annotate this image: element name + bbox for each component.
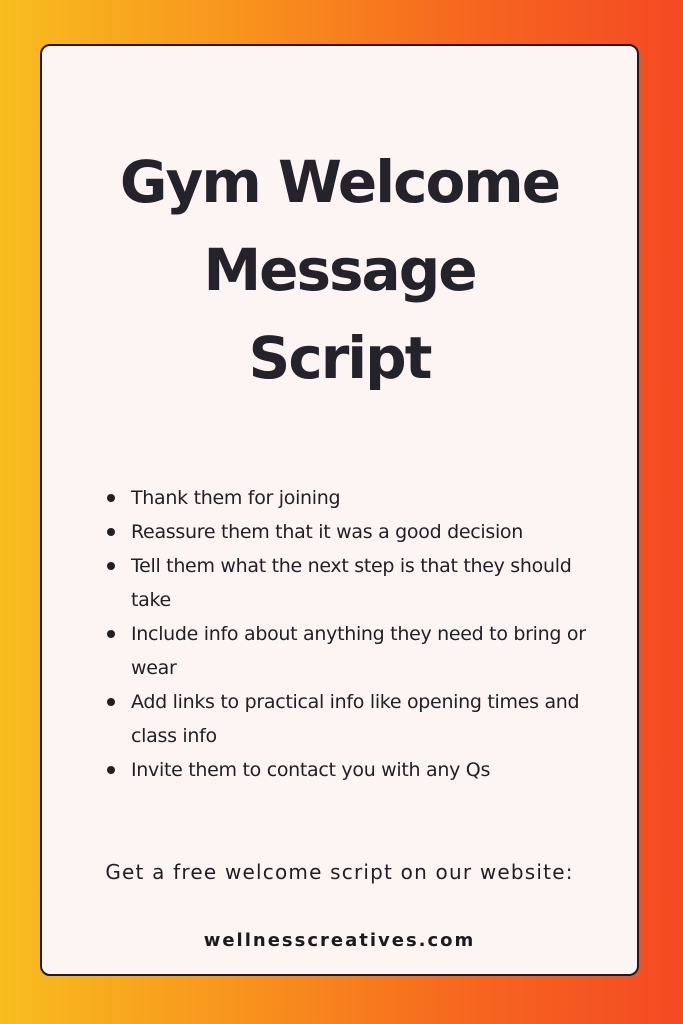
list-item: Include info about anything they need to bring or wear [102,617,592,685]
list-item: Thank them for joining [102,481,592,515]
tips-list [102,481,592,787]
list-item: Reassure them that it was a good decision [102,515,592,549]
title-line-1: Gym Welcome [119,148,560,216]
title-line-3: Script [248,324,431,392]
website-link[interactable]: wellnesscreatives.com [203,930,476,951]
content-card [40,44,639,976]
page-title [42,138,637,402]
list-item: Tell them what the next step is that they should take [102,549,592,617]
title-line-2: Message [203,236,476,304]
list-item: Invite them to contact you with any Qs [102,753,592,787]
list-item: Add links to practical info like opening times and class info [102,685,592,753]
cta-text: Get a free welcome script on our website: [105,860,574,884]
